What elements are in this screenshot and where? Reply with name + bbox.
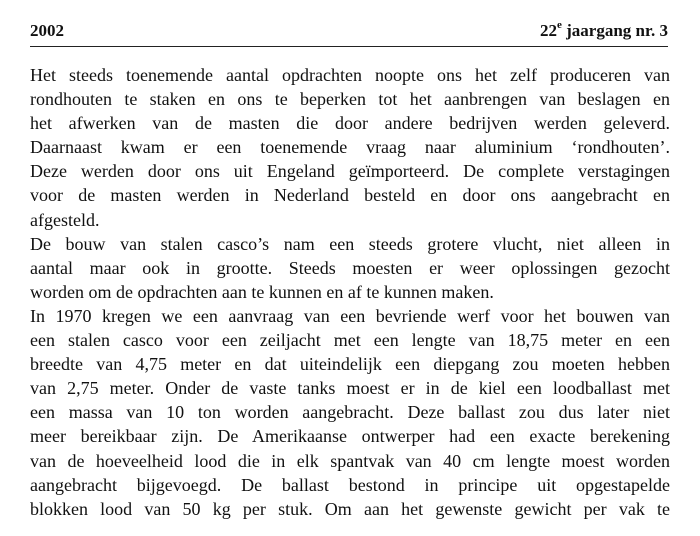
text-line: een massa van 10 ton worden aangebracht. Deze ballast zou dus later niet	[30, 402, 670, 423]
text-line: De bouw van stalen casco’s nam een steeds grotere vlucht, niet alleen in	[30, 233, 670, 254]
text-line: meer bereikbaar zijn. De Amerikaanse ontwerper had een exacte berekening	[30, 426, 670, 447]
paragraph	[30, 63, 670, 232]
header-year: 2002	[30, 21, 64, 40]
text-line: een stalen casco voor een zeiljacht met een lengte van 18,75 meter en een	[30, 330, 670, 351]
text-line: Deze werden door ons uit Engeland geïmporteerd. De complete verstagingen	[30, 161, 670, 182]
paragraph	[30, 304, 670, 521]
text-line: blokken lood van 50 kg per stuk. Om aan het gewenste gewicht per vak te	[30, 498, 670, 519]
text-line: worden om de opdrachten aan te kunnen en af te kunnen maken.	[30, 281, 494, 302]
text-line: In 1970 kregen we een aanvraag van een bevriende werf voor het bouwen van	[30, 305, 670, 326]
body-text	[30, 63, 670, 521]
running-header	[30, 18, 668, 44]
volume-rest: jaargang nr. 3	[561, 21, 668, 40]
volume-ordinal: 22	[540, 21, 557, 40]
header-rule	[30, 46, 668, 47]
volume-ordinal-suffix: e	[557, 19, 562, 32]
text-line: Het steeds toenemende aantal opdrachten noopte ons het zelf produceren van	[30, 65, 670, 85]
text-line: van de hoeveelheid lood die in elk spantvak van 40 cm lengte moest worden	[30, 450, 670, 471]
text-line: het afwerken van de masten die door andere bedrijven werden geleverd.	[30, 113, 670, 134]
paragraph	[30, 232, 670, 304]
text-line: aantal maar ook in grootte. Steeds moesten er weer oplossingen gezocht	[30, 257, 670, 278]
text-line: voor de masten werden in Nederland besteld en door ons aangebracht en	[30, 185, 670, 206]
text-line: afgesteld.	[30, 209, 100, 230]
text-line: rondhouten te staken en ons te beperken tot het aanbrengen van beslagen en	[30, 89, 670, 110]
text-line: breedte van 4,75 meter en dat uiteindelijk een diepgang zou moeten hebben	[30, 354, 670, 375]
header-volume	[540, 18, 668, 44]
text-line: aangebracht bijgevoegd. De ballast bestond in principe uit opgestapelde	[30, 474, 670, 495]
text-line: Daarnaast kwam er een toenemende vraag naar aluminium ‘rondhouten’.	[30, 137, 670, 158]
text-line: van 2,75 meter. Onder de vaste tanks moest er in de kiel een loodballast met	[30, 378, 670, 399]
